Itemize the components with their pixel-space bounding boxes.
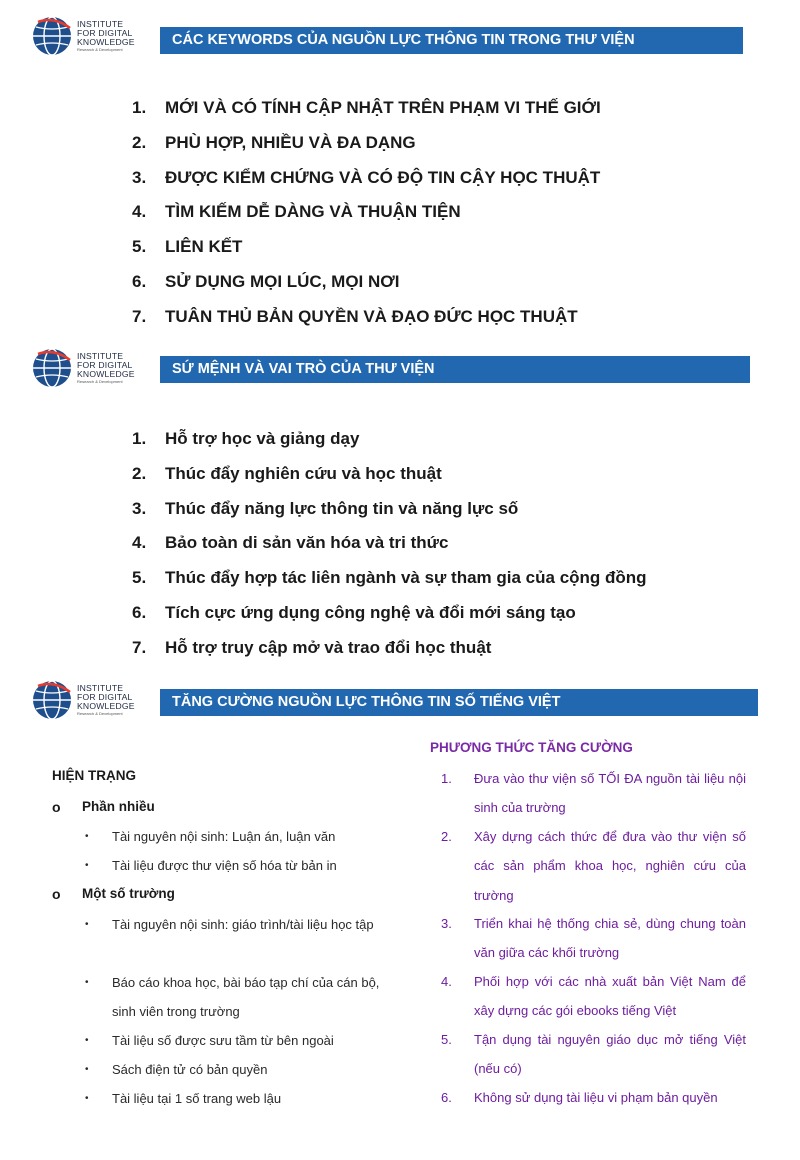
list-item xyxy=(85,968,397,1026)
list-item xyxy=(441,967,746,1026)
list-item xyxy=(132,166,601,201)
item-number: 5. xyxy=(132,237,147,257)
bullet-dot-icon: • xyxy=(85,977,89,988)
bullet-dot-icon: • xyxy=(85,1093,89,1104)
list-item xyxy=(441,822,746,910)
item-text: PHÙ HỢP, NHIỀU VÀ ĐA DẠNG xyxy=(165,132,416,152)
section-2-list xyxy=(132,427,647,671)
logo-line-4: Research & Development xyxy=(77,47,123,52)
item-text: TÌM KIẾM DỄ DÀNG VÀ THUẬN TIỆN xyxy=(165,202,461,222)
item-number: 3. xyxy=(441,916,452,931)
logo-line-2: FOR DIGITAL xyxy=(77,360,133,370)
item-number: 2. xyxy=(132,132,147,152)
item-text: Tài nguyên nội sinh: Luận án, luận văn xyxy=(112,829,336,844)
item-text: Thúc đẩy nghiên cứu và học thuật xyxy=(165,463,442,483)
hien-trang-title: HIỆN TRẠNG xyxy=(52,768,136,783)
item-text: Đưa vào thư viện số TỐI ĐA nguồn tài liệu nội sinh của trường xyxy=(474,771,746,816)
item-text: LIÊN KẾT xyxy=(165,237,243,257)
list-item xyxy=(85,1084,397,1113)
item-number: 2. xyxy=(132,463,147,483)
item-text: Hỗ trợ truy cập mở và trao đổi học thuật xyxy=(165,637,492,657)
item-number: 2. xyxy=(441,829,452,844)
item-text: Tài liệu số được sưu tầm từ bên ngoài xyxy=(112,1033,334,1048)
list-item xyxy=(132,200,601,235)
logo-line-1: INSTITUTE xyxy=(77,351,124,361)
institute-logo xyxy=(30,676,150,724)
list-item xyxy=(132,427,647,462)
list-item xyxy=(132,497,647,532)
item-number: 7. xyxy=(132,637,147,657)
logo-line-2: FOR DIGITAL xyxy=(77,692,133,702)
logo-line-4: Research & Development xyxy=(77,711,123,716)
logo-line-3: KNOWLEDGE xyxy=(77,701,135,711)
list-item xyxy=(132,131,601,166)
logo-text xyxy=(77,684,135,716)
item-text: Tài liệu tại 1 số trang web lậu xyxy=(112,1091,282,1106)
list-item xyxy=(132,270,601,305)
item-number: 6. xyxy=(132,602,147,622)
item-number: 7. xyxy=(132,306,147,326)
list-item xyxy=(85,1026,397,1055)
group-title-text: Phần nhiều xyxy=(82,799,155,814)
item-text: Báo cáo khoa học, bài báo tạp chí của cán bộ, sinh viên trong trường xyxy=(112,975,380,1019)
logo-line-2: FOR DIGITAL xyxy=(77,28,133,38)
globe-icon xyxy=(30,346,74,390)
item-number: 3. xyxy=(132,498,147,518)
list-item xyxy=(85,822,397,851)
list-item xyxy=(132,531,647,566)
bullet-dot-icon: • xyxy=(85,1064,89,1075)
item-text: ĐƯỢC KIỂM CHỨNG VÀ CÓ ĐỘ TIN CẬY HỌC THUẬT xyxy=(165,167,601,187)
ht-group-1-title xyxy=(52,797,155,817)
bullet-dot-icon: • xyxy=(85,860,89,871)
item-text: Sách điện tử có bản quyền xyxy=(112,1062,268,1077)
item-text: Xây dựng cách thức để đưa vào thư viện số các sản phẩm khoa học, nghiên cứu của trường xyxy=(474,829,746,903)
list-item xyxy=(85,910,397,939)
item-text: Không sử dụng tài liệu vi phạm bản quyền xyxy=(474,1090,718,1105)
list-item xyxy=(441,1083,746,1112)
item-number: 5. xyxy=(132,568,147,588)
item-text: Phối hợp với các nhà xuất bản Việt Nam để xây dựng các gói ebooks tiếng Việt xyxy=(474,974,746,1019)
section-2-banner: SỨ MỆNH VÀ VAI TRÒ CỦA THƯ VIỆN xyxy=(160,356,750,383)
item-text: SỬ DỤNG MỌI LÚC, MỌI NƠI xyxy=(165,271,400,291)
list-item xyxy=(132,305,601,340)
item-text: MỚI VÀ CÓ TÍNH CẬP NHẬT TRÊN PHẠM VI THẾ GIỚI xyxy=(165,98,601,117)
item-number: 4. xyxy=(132,202,147,222)
logo-line-1: INSTITUTE xyxy=(77,683,124,693)
item-number: 1. xyxy=(441,771,452,786)
circle-bullet-icon: o xyxy=(52,886,61,902)
item-text: Hỗ trợ học và giảng dạy xyxy=(165,429,360,448)
bullet-dot-icon: • xyxy=(85,919,89,930)
phuong-thuc-title: PHƯƠNG THỨC TĂNG CƯỜNG xyxy=(430,740,633,755)
item-text: Tích cực ứng dụng công nghệ và đổi mới sáng tạo xyxy=(165,602,576,622)
section-1-list xyxy=(132,96,601,340)
item-text: Tài liệu được thư viện số hóa từ bản in xyxy=(112,858,337,873)
item-text: Triển khai hệ thống chia sẻ, dùng chung toàn văn giữa các khối trường xyxy=(474,916,746,961)
item-number: 1. xyxy=(132,98,147,117)
section-3-banner: TĂNG CƯỜNG NGUỒN LỰC THÔNG TIN SỐ TIẾNG VIỆT xyxy=(160,689,758,716)
globe-icon xyxy=(30,14,74,58)
circle-bullet-icon: o xyxy=(52,799,61,815)
item-text: Thúc đẩy năng lực thông tin và năng lực số xyxy=(165,498,519,518)
logo-line-3: KNOWLEDGE xyxy=(77,37,135,47)
list-item xyxy=(132,96,601,131)
bullet-dot-icon: • xyxy=(85,1035,89,1046)
item-text: Thúc đẩy hợp tác liên ngành và sự tham gia của cộng đồng xyxy=(165,568,647,588)
group-title-text: Một số trường xyxy=(82,886,175,901)
list-item xyxy=(132,566,647,601)
item-number: 4. xyxy=(441,974,452,989)
logo-line-3: KNOWLEDGE xyxy=(77,369,135,379)
item-number: 6. xyxy=(441,1090,452,1105)
logo-text xyxy=(77,352,135,384)
logo-line-4: Research & Development xyxy=(77,379,123,384)
logo-text xyxy=(77,20,135,52)
item-number: 6. xyxy=(132,271,147,291)
logo-line-1: INSTITUTE xyxy=(77,19,124,29)
institute-logo xyxy=(30,12,150,60)
ht-group-2-title xyxy=(52,884,175,904)
item-number: 5. xyxy=(441,1032,452,1047)
list-item xyxy=(441,1025,746,1084)
item-number: 1. xyxy=(132,429,147,448)
globe-icon xyxy=(30,678,74,722)
list-item xyxy=(85,1055,397,1084)
list-item xyxy=(441,764,746,823)
list-item xyxy=(132,601,647,636)
item-text: Tài nguyên nội sinh: giáo trình/tài liệu học tập xyxy=(112,917,374,932)
list-item xyxy=(132,462,647,497)
item-number: 3. xyxy=(132,167,147,187)
item-text: Bảo toàn di sản văn hóa và tri thức xyxy=(165,533,449,553)
item-number: 4. xyxy=(132,533,147,553)
list-item xyxy=(132,235,601,270)
institute-logo xyxy=(30,344,150,392)
bullet-dot-icon: • xyxy=(85,831,89,842)
list-item xyxy=(441,909,746,968)
list-item xyxy=(132,636,647,671)
item-text: TUÂN THỦ BẢN QUYỀN VÀ ĐẠO ĐỨC HỌC THUẬT xyxy=(165,306,578,326)
item-text: Tận dụng tài nguyên giáo dục mở tiếng Việt (nếu có) xyxy=(474,1032,746,1077)
section-1-banner: CÁC KEYWORDS CỦA NGUỒN LỰC THÔNG TIN TRONG THƯ VIỆN xyxy=(160,27,743,54)
list-item xyxy=(85,851,397,880)
